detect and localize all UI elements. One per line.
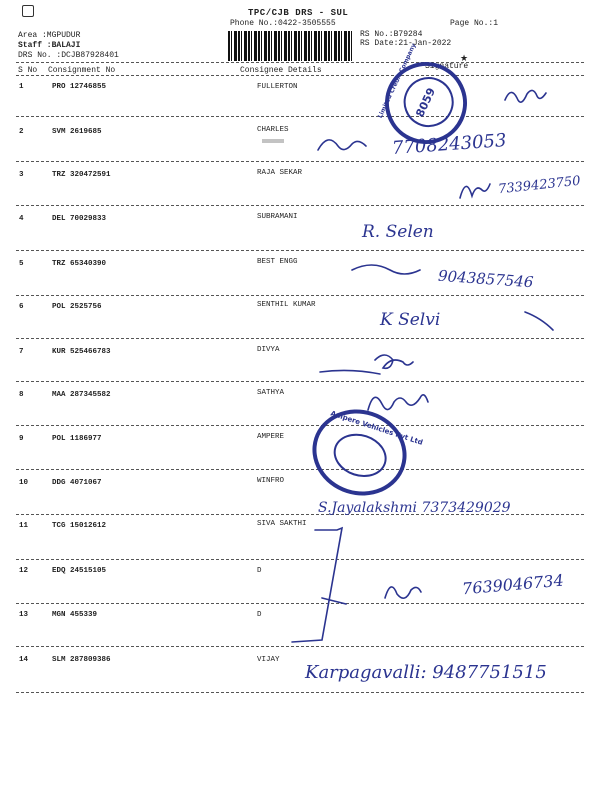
signature-row12	[385, 587, 421, 598]
row-consignee: FULLERTON	[257, 83, 298, 91]
row-consignee: BEST ENGG	[257, 258, 298, 266]
signature-row2	[318, 140, 366, 150]
row-consignment: DDG 4071067	[52, 479, 102, 487]
handwritten-sign-row4: R. Selen	[362, 222, 434, 242]
row-consignee: SENTHIL KUMAR	[257, 301, 316, 309]
row-sno: 8	[19, 391, 24, 399]
rs-number: RS No.:B79284	[360, 30, 423, 39]
row-consignee: DIVYA	[257, 346, 280, 354]
row-consignment: PRO 12746855	[52, 83, 107, 91]
page-number: Page No.:1	[450, 19, 499, 28]
signature-row8	[368, 395, 428, 410]
stamp-ring-text: Limited Credit Company	[376, 42, 418, 120]
row-consignment: TRZ 320472591	[52, 171, 111, 179]
scan-smudge	[262, 139, 284, 143]
drs-number: DRS No. :DCJB87928401	[18, 51, 119, 60]
signature-row3	[460, 184, 490, 198]
row-consignee: CHARLES	[257, 126, 289, 134]
row-consignee: D	[257, 611, 262, 619]
handwritten-sign-row11: S.Jayalakshmi 7373429029	[318, 500, 511, 516]
document-title: TPC/CJB DRS - SUL	[248, 8, 349, 18]
row-sno: 12	[19, 567, 29, 575]
row-consignee: SATHYA	[257, 389, 285, 397]
area-label: Area :MGPUDUR	[18, 31, 81, 40]
row-sno: 6	[19, 303, 24, 311]
row-consignment: POL 1186977	[52, 435, 102, 443]
handwritten-phone-row5: 9043857546	[437, 266, 534, 292]
row-sno: 2	[19, 128, 24, 136]
signature-row6-flourish	[525, 312, 553, 330]
row-consignee: D	[257, 567, 262, 575]
row-sno: 3	[19, 171, 24, 179]
row-consignee: SIVA SAKTHI	[257, 520, 307, 528]
row-consignee: VIJAY	[257, 656, 280, 664]
row-consignee: WINFRO	[257, 477, 285, 485]
column-sno: S No	[18, 66, 38, 75]
row-sno: 9	[19, 435, 24, 443]
column-consignee: Consignee Details	[240, 66, 322, 75]
handwritten-phone-row12: 7639046734	[461, 570, 565, 599]
handwritten-sign-row6: K Selvi	[380, 310, 441, 330]
signature-row1	[505, 90, 546, 102]
row-consignment: KUR 525466783	[52, 348, 111, 356]
row-consignment: DEL 70029833	[52, 215, 107, 223]
row-consignment: SLM 287809386	[52, 656, 111, 664]
row-consignment: MGN 455339	[52, 611, 98, 619]
row-consignment: MAA 287345582	[52, 391, 111, 399]
row-sno: 5	[19, 260, 24, 268]
row-consignment: TCG 15012612	[52, 522, 107, 530]
phone-number: Phone No.:0422-3505555	[230, 19, 336, 28]
row-consignment: SVM 2619685	[52, 128, 102, 136]
row-sno: 11	[19, 522, 29, 530]
row-sno: 4	[19, 215, 24, 223]
row-sno: 14	[19, 656, 29, 664]
row-consignee: SUBRAMANI	[257, 213, 298, 221]
bracket-lines	[292, 528, 346, 642]
stamp-ring-text: Ampere Vehicles Pvt Ltd	[329, 409, 424, 447]
staff-label: Staff :BALAJI	[18, 41, 81, 50]
handwritten-sign-row14: Karpagavalli: 9487751515	[305, 662, 547, 683]
row-sno: 10	[19, 479, 29, 487]
signature-row7-tail	[320, 370, 380, 374]
row-consignee: RAJA SEKAR	[257, 169, 303, 177]
row-sno: 13	[19, 611, 29, 619]
row-sno: 1	[19, 83, 24, 91]
handwritten-phone-row2: 7708243053	[391, 130, 508, 159]
handwritten-phone-row3: 7339423750	[497, 173, 582, 198]
row-consignment: EDQ 24515105	[52, 567, 107, 575]
signature-row7	[375, 355, 413, 368]
column-consignment: Consignment No	[48, 66, 116, 75]
rs-date: RS Date:21-Jan-2022	[360, 39, 452, 48]
row-consignment: TRZ 65340390	[52, 260, 107, 268]
row-consignment: POL 2525756	[52, 303, 102, 311]
star-mark: ★	[460, 54, 469, 64]
signature-row5-flourish	[352, 265, 420, 274]
column-signature: Signature	[425, 62, 469, 71]
row-consignee: AMPERE	[257, 433, 285, 441]
stamp-number: 8059	[413, 85, 439, 120]
row-sno: 7	[19, 348, 24, 356]
